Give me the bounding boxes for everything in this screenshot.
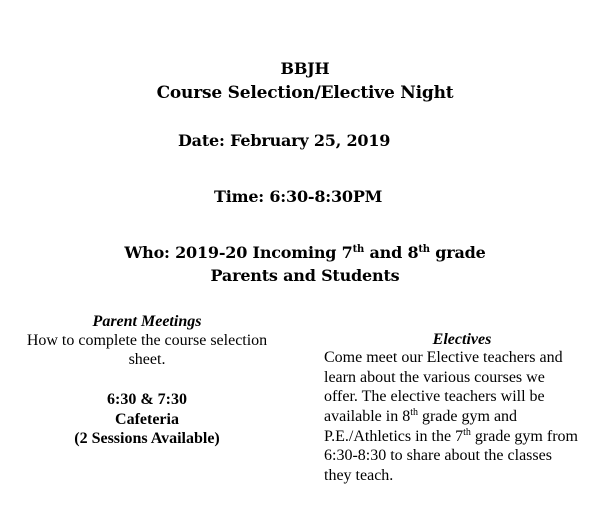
audience-line-2: Parents and Students (210, 266, 400, 285)
event-date: Date: February 25, 2019 (178, 131, 391, 150)
electives-line: P.E./Athletics in the 7th grade gym from (324, 427, 578, 445)
parent-meetings-desc-1: How to complete the course selection (26, 332, 268, 349)
electives-line: Come meet our Elective teachers and (324, 349, 563, 366)
electives-title: Electives (432, 331, 492, 348)
electives-line: they teach. (324, 467, 394, 484)
parent-meetings-times: 6:30 & 7:30 (107, 391, 187, 408)
event-time: Time: 6:30-8:30PM (214, 187, 383, 206)
parent-meetings-desc-2: sheet. (128, 351, 166, 368)
school-name: BBJH (280, 59, 330, 78)
parent-meetings-title: Parent Meetings (92, 313, 202, 330)
electives-line: learn about the various courses we (324, 369, 545, 386)
electives-line: available in 8th grade gym and (324, 407, 518, 425)
parent-meetings-sessions: (2 Sessions Available) (74, 430, 220, 447)
event-title: Course Selection/Elective Night (156, 83, 454, 103)
parent-meetings-location: Cafeteria (115, 411, 179, 428)
electives-line: offer. The elective teachers will be (324, 388, 545, 405)
electives-line: 6:30-8:30 to share about the classes (324, 447, 552, 464)
audience-line-1: Who: 2019-20 Incoming 7th and 8th grade (124, 243, 486, 262)
